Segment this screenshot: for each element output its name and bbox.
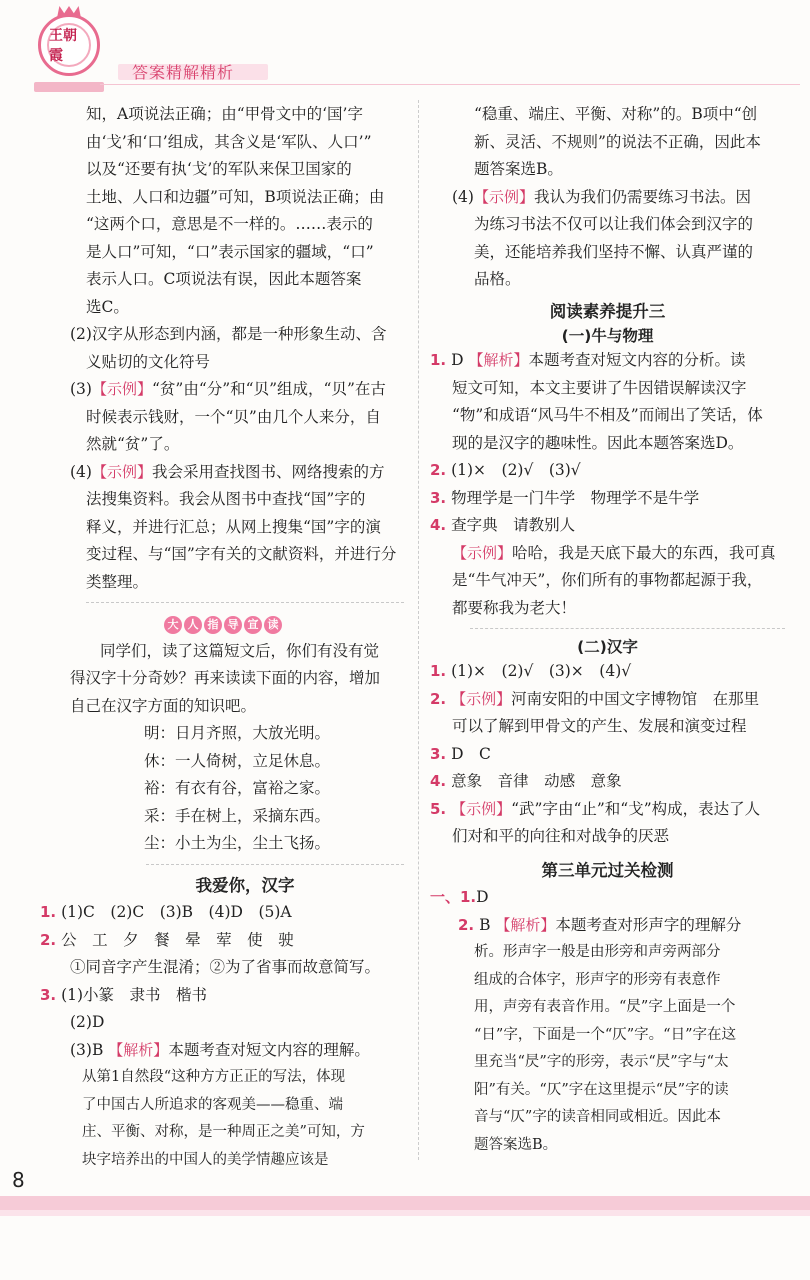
analysis-tag: 【解析】	[108, 1040, 169, 1059]
text-line: 可以了解到甲骨文的产生、发展和演变过程	[452, 717, 747, 735]
question-label: (2)	[70, 325, 92, 343]
item-number: 1.	[40, 903, 57, 921]
dashed-divider	[470, 628, 785, 630]
item-number: 1.	[430, 662, 447, 680]
answer-q2	[70, 321, 404, 376]
text-line: 由‘戈’和‘口’组成，其含义是‘军队、人口’”	[86, 132, 372, 151]
item-number: 4.	[430, 772, 447, 790]
text-line: 用，声旁有表音作用。“昃”字上面是一个	[474, 999, 736, 1015]
text-line: 查字典 请教别人	[451, 516, 576, 534]
item-number: 3.	[430, 744, 447, 763]
section-title: 第三单元过关检测	[541, 860, 674, 880]
section-title: 阅读素养提升三	[549, 301, 666, 321]
footer-band	[0, 1196, 810, 1210]
page-number: 8	[12, 1168, 25, 1192]
text-line: 得汉字十分奇妙？再来读读下面的内容，增加	[70, 669, 381, 687]
text-line: 我会采用查找图书、网络搜索的方	[151, 462, 385, 481]
text-line: (1)× (2)√ (3)× (4)√	[451, 662, 632, 680]
text-line: 组成的合体字，形声字的形旁有表意作	[474, 971, 721, 988]
text-line: 同学们，读了这篇短文后，你们有没有觉	[100, 641, 380, 660]
part-title: (一)牛与物理	[561, 327, 654, 345]
answer-q4	[70, 459, 404, 597]
banner-char: 宣	[244, 616, 262, 634]
banner-char: 导	[224, 616, 242, 634]
text-line: 表示人口。C项说法有误，因此本题答案	[86, 270, 362, 288]
section-title: 我爱你，汉字	[195, 875, 295, 895]
text-line: 汉字从形态到内涵，都是一种形象生动、含	[91, 325, 387, 343]
right-continuation	[430, 101, 785, 184]
character-poem	[86, 720, 404, 858]
dashed-divider	[86, 602, 404, 604]
text-line: 新、灵活、不规则”的说法不正确，因此本	[474, 132, 761, 151]
item-number: 一、1.	[430, 888, 477, 906]
item-number: 3.	[430, 488, 447, 507]
text-line: 是人口”可知，“口”表示国家的疆域，“口”	[86, 242, 374, 261]
text-line: D	[451, 351, 464, 369]
item-number: 2.	[458, 915, 475, 934]
logo-ribbon	[34, 82, 104, 92]
text-line: 从第1自然段“这种方方正正的写法，体现	[82, 1069, 346, 1085]
text-line: 自己在汉字方面的知识吧。	[70, 696, 257, 715]
question-label: (3)B	[70, 1040, 104, 1059]
text-line: 以及“还要有执‘戈’的军队来保卫国家的	[86, 160, 352, 178]
example-tag: 【示例】	[473, 187, 534, 206]
header-title: 答案精解精析	[132, 63, 235, 82]
example-tag: 【示例】	[91, 380, 152, 398]
text-line: B	[479, 915, 491, 934]
text-line: 是“牛气冲天”，你们所有的事物都起源于我，	[452, 571, 763, 589]
banner-char: 指	[204, 616, 222, 634]
text-line: 为练习书法不仅可以让我们体会到汉字的	[474, 215, 754, 233]
dashed-divider	[146, 864, 404, 866]
text-line: 选C。	[86, 297, 129, 316]
left-column	[40, 101, 404, 1174]
example-tag: 【示例】	[451, 689, 512, 708]
text-line: 然就“贫”了。	[86, 435, 180, 453]
footer-band-light	[0, 1210, 810, 1216]
right-column	[430, 101, 785, 1159]
item-number: 5.	[430, 799, 447, 818]
text-line: 现的是汉字的趣味性。因此本题答案选D。	[452, 433, 744, 452]
text-line: 们对和平的向往和对战争的厌恶	[452, 827, 670, 845]
text-line: 品格。	[474, 270, 521, 288]
item-number: 1.	[430, 351, 447, 369]
text-line: 美，还能培养我们坚持不懈、认真严谨的	[474, 242, 754, 261]
text-line: 释义，并进行汇总；从网上搜集“国”字的演	[86, 517, 381, 536]
example-tag: 【示例】	[452, 543, 513, 562]
unit-test-answers	[430, 884, 785, 1159]
analysis-tag: 【解析】	[468, 351, 529, 369]
guide-banner	[164, 616, 282, 634]
text-line: 本题考查对短文内容的理解。	[168, 1040, 370, 1059]
text-line: 法搜集资料。我会从图书中查找“国”字的	[86, 490, 366, 508]
text-line: 音与“仄”字的读音相同或相近。因此本	[474, 1109, 721, 1125]
answer-q3	[70, 376, 404, 459]
item-number: 4.	[430, 516, 447, 534]
text-line: 公 工 夕 餐 晕 荤 使 驶	[61, 930, 294, 949]
section-answers	[40, 899, 404, 1174]
text-line: 题答案选B。	[474, 1136, 558, 1153]
text-line: 河南安阳的中国文字博物馆 在那里	[511, 689, 760, 708]
intro-paragraph	[70, 638, 404, 721]
text-line: 类整理。	[86, 572, 149, 591]
text-line: (2)D	[70, 1013, 105, 1031]
part-title: (二)汉字	[577, 638, 638, 656]
text-line: 本题考查对形声字的理解分	[555, 915, 742, 934]
banner-char: 大	[164, 616, 182, 634]
text-line: ①同音字产生混淆；②为了省事而故意简写。	[70, 958, 381, 976]
text-line: “这两个口，意思是不一样的。……表示的	[86, 215, 373, 233]
text-line: 意象 音律 动感 意象	[451, 772, 622, 790]
column-divider	[418, 100, 419, 1160]
text-line: 义贴切的文化符号	[86, 352, 211, 371]
text-line: 变过程、与“国”字有关的文献资料，并进行分	[86, 545, 397, 563]
item-number: 3.	[40, 985, 57, 1004]
text-line: 析。形声字一般是由形旁和声旁两部分	[474, 944, 721, 960]
text-line: 里充当“昃”字的形旁，表示“昃”字与“太	[474, 1054, 729, 1070]
example-tag: 【示例】	[91, 462, 152, 481]
item-number: 2.	[430, 689, 447, 708]
text-line: 我认为我们仍需要练习书法。因	[533, 187, 751, 206]
left-continuation	[86, 101, 404, 321]
text-line: “武”字由“止”和“戈”构成，表达了人	[511, 799, 761, 818]
text-line: 了中国古人所追求的客观美——稳重、端	[82, 1096, 343, 1113]
text-line: 阳”有关。“仄”字在这里提示“昃”字的读	[474, 1081, 729, 1098]
question-label: (4)	[70, 462, 92, 481]
part1-answers	[430, 347, 785, 622]
text-line: D C	[451, 744, 491, 763]
text-line: “贫”由“分”和“贝”组成，“贝”在古	[151, 380, 386, 398]
text-line: 都要称我为老大！	[452, 598, 577, 617]
text-line: 块字培养出的中国人的美学情趣应该是	[82, 1151, 329, 1168]
poem-line: 裕：有衣有谷，富裕之家。	[144, 779, 331, 797]
text-line: D	[476, 888, 489, 906]
text-line: “物”和成语“风马牛不相及”而闹出了笑话，体	[452, 406, 763, 424]
example-tag: 【示例】	[451, 799, 512, 818]
text-line: 时候表示钱财，一个“贝”由几个人来分，自	[86, 407, 381, 426]
text-line: (1)C (2)C (3)B (4)D (5)A	[61, 903, 292, 921]
logo	[38, 14, 100, 76]
text-line: “日”字，下面是一个“仄”字。“日”字在这	[474, 1026, 736, 1043]
part2-answers	[430, 658, 785, 851]
item-number: 2.	[430, 461, 447, 479]
poem-line: 尘：小土为尘，尘土飞扬。	[144, 834, 331, 852]
question-label: (4)	[452, 187, 474, 206]
logo-text: 王朝霞	[47, 23, 91, 67]
question-label: (3)	[70, 380, 92, 398]
text-line: 知，A项说法正确；由“甲骨文中的‘国’字	[86, 105, 363, 123]
banner-char: 人	[184, 616, 202, 634]
item-number: 2.	[40, 930, 57, 949]
answer-q4-right	[430, 184, 785, 294]
text-line: “稳重、端庄、平衡、对称”的。B项中“创	[474, 105, 758, 123]
text-line: (1)小篆 隶书 楷书	[61, 985, 208, 1004]
text-line: 题答案选B。	[474, 160, 563, 178]
text-line: 短文可知，本文主要讲了牛因错误解读汉字	[452, 378, 747, 397]
poem-line: 明：日月齐照，大放光明。	[144, 724, 331, 742]
poem-line: 休：一人倚树，立足休息。	[144, 751, 331, 770]
header-divider	[100, 84, 800, 85]
text-line: 本题考查对短文内容的分析。读	[528, 351, 746, 369]
text-line: 土地、人口和边疆”可知，B项说法正确；由	[86, 187, 385, 206]
poem-line: 采：手在树上，采摘东西。	[144, 806, 331, 825]
text-line: 物理学是一门牛学 物理学不是牛学	[451, 488, 700, 507]
text-line: 庄、平衡、对称，是一种周正之美”可知，方	[82, 1124, 365, 1140]
analysis-tag: 【解析】	[495, 915, 556, 934]
text-line: (1)× (2)√ (3)√	[451, 461, 581, 479]
text-line: 哈哈，我是天底下最大的东西，我可真	[512, 543, 776, 562]
banner-char: 读	[264, 616, 282, 634]
